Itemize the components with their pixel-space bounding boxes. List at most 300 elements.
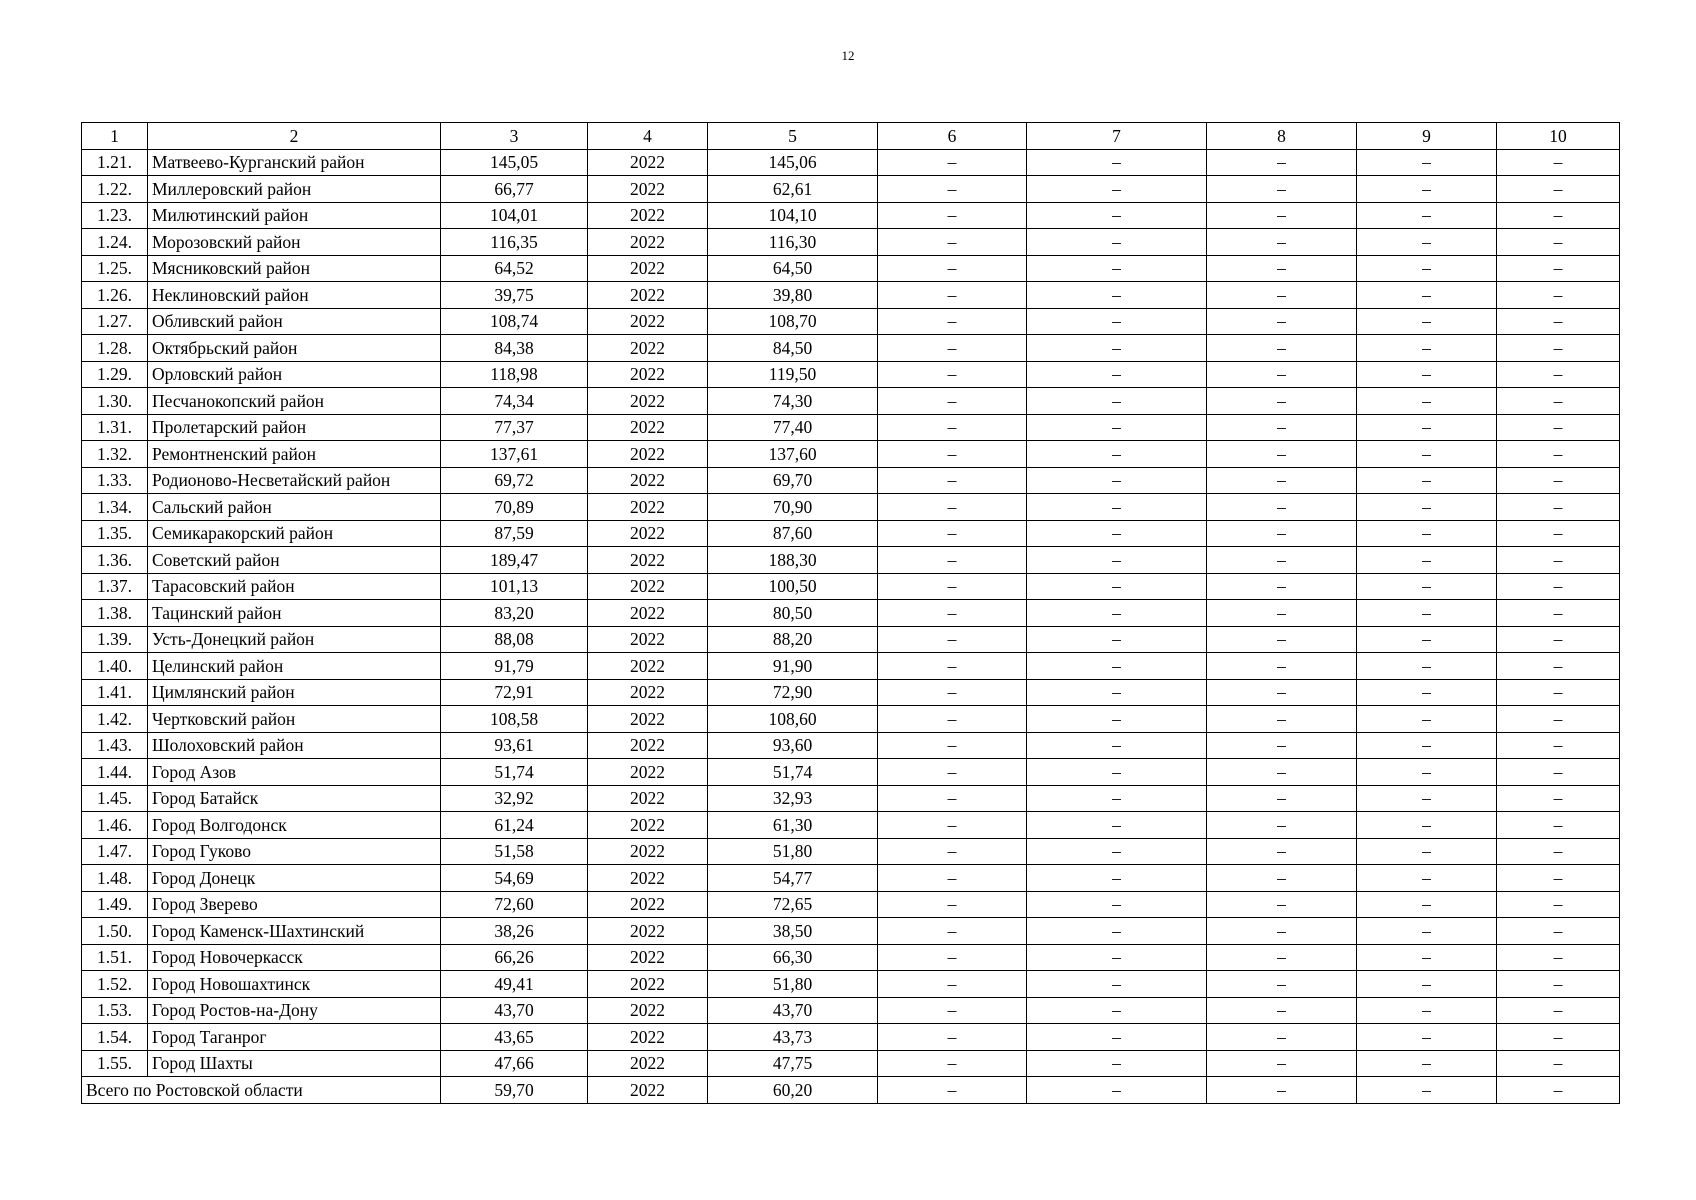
year-cell: 2022: [588, 1050, 708, 1077]
dash-cell: –: [878, 706, 1027, 733]
dash-cell: –: [1027, 600, 1207, 627]
dash-cell: –: [1027, 202, 1207, 229]
value-cell: 64,52: [441, 255, 588, 282]
value-cell: 87,59: [441, 520, 588, 547]
dash-cell: –: [1357, 706, 1497, 733]
dash-cell: –: [1207, 732, 1357, 759]
dash-cell: –: [1207, 414, 1357, 441]
territory-name-cell: Пролетарский район: [148, 414, 441, 441]
column-number-row: [82, 123, 1620, 150]
dash-cell: –: [1207, 918, 1357, 945]
year-cell: 2022: [588, 149, 708, 176]
dash-cell: –: [878, 202, 1027, 229]
dash-cell: –: [1207, 891, 1357, 918]
dash-cell: –: [878, 467, 1027, 494]
table-row: [82, 679, 1620, 706]
dash-cell: –: [1357, 997, 1497, 1024]
territory-name-cell: Усть-Донецкий район: [148, 626, 441, 653]
dash-cell: –: [1357, 335, 1497, 362]
dash-cell: –: [1027, 149, 1207, 176]
value-cell: 66,30: [708, 944, 878, 971]
value-cell: 104,01: [441, 202, 588, 229]
dash-cell: –: [1207, 865, 1357, 892]
dash-cell: –: [1497, 547, 1620, 574]
dash-cell: –: [878, 732, 1027, 759]
territory-name-cell: Сальский район: [148, 494, 441, 521]
dash-cell: –: [1027, 944, 1207, 971]
dash-cell: –: [878, 600, 1027, 627]
dash-cell: –: [878, 229, 1027, 256]
dash-cell: –: [1207, 944, 1357, 971]
value-cell: 93,61: [441, 732, 588, 759]
total-value-cell: –: [1207, 1077, 1357, 1104]
dash-cell: –: [1207, 600, 1357, 627]
year-cell: 2022: [588, 308, 708, 335]
table-row: [82, 335, 1620, 362]
dash-cell: –: [1497, 441, 1620, 468]
dash-cell: –: [1207, 812, 1357, 839]
row-number-cell: 1.32.: [82, 441, 148, 468]
table-row: [82, 759, 1620, 786]
value-cell: 51,74: [441, 759, 588, 786]
dash-cell: –: [878, 176, 1027, 203]
dash-cell: –: [1357, 653, 1497, 680]
dash-cell: –: [1207, 626, 1357, 653]
total-value-cell: 60,20: [708, 1077, 878, 1104]
row-number-cell: 1.28.: [82, 335, 148, 362]
dash-cell: –: [1027, 308, 1207, 335]
dash-cell: –: [1357, 202, 1497, 229]
value-cell: 88,08: [441, 626, 588, 653]
dash-cell: –: [1027, 626, 1207, 653]
territory-name-cell: Шолоховский район: [148, 732, 441, 759]
dash-cell: –: [1027, 1050, 1207, 1077]
dash-cell: –: [1207, 255, 1357, 282]
dash-cell: –: [1497, 308, 1620, 335]
territory-name-cell: Песчанокопский район: [148, 388, 441, 415]
row-number-cell: 1.49.: [82, 891, 148, 918]
territory-name-cell: Город Гуково: [148, 838, 441, 865]
table-row: [82, 149, 1620, 176]
table-row: [82, 467, 1620, 494]
dash-cell: –: [1027, 282, 1207, 309]
table-row: [82, 891, 1620, 918]
dash-cell: –: [1207, 520, 1357, 547]
dash-cell: –: [1497, 520, 1620, 547]
value-cell: 83,20: [441, 600, 588, 627]
table-row: [82, 865, 1620, 892]
territory-name-cell: Мясниковский район: [148, 255, 441, 282]
dash-cell: –: [878, 653, 1027, 680]
row-number-cell: 1.47.: [82, 838, 148, 865]
value-cell: 43,70: [708, 997, 878, 1024]
dash-cell: –: [1027, 785, 1207, 812]
dash-cell: –: [1207, 997, 1357, 1024]
table-row: [82, 229, 1620, 256]
territory-name-cell: Город Каменск-Шахтинский: [148, 918, 441, 945]
dash-cell: –: [1357, 494, 1497, 521]
territory-name-cell: Город Новочеркасск: [148, 944, 441, 971]
dash-cell: –: [878, 838, 1027, 865]
year-cell: 2022: [588, 679, 708, 706]
year-cell: 2022: [588, 388, 708, 415]
dash-cell: –: [1027, 997, 1207, 1024]
value-cell: 145,05: [441, 149, 588, 176]
dash-cell: –: [1357, 547, 1497, 574]
territory-name-cell: Тарасовский район: [148, 573, 441, 600]
row-number-cell: 1.50.: [82, 918, 148, 945]
dash-cell: –: [1027, 414, 1207, 441]
dash-cell: –: [1497, 732, 1620, 759]
row-number-cell: 1.46.: [82, 812, 148, 839]
territory-name-cell: Целинский район: [148, 653, 441, 680]
territory-name-cell: Матвеево-Курганский район: [148, 149, 441, 176]
value-cell: 80,50: [708, 600, 878, 627]
value-cell: 100,50: [708, 573, 878, 600]
row-number-cell: 1.30.: [82, 388, 148, 415]
dash-cell: –: [1027, 732, 1207, 759]
territory-name-cell: Чертковский район: [148, 706, 441, 733]
dash-cell: –: [1027, 706, 1207, 733]
dash-cell: –: [1497, 626, 1620, 653]
dash-cell: –: [878, 971, 1027, 998]
table-row: [82, 626, 1620, 653]
row-number-cell: 1.53.: [82, 997, 148, 1024]
year-cell: 2022: [588, 918, 708, 945]
year-cell: 2022: [588, 547, 708, 574]
table-row: [82, 918, 1620, 945]
value-cell: 108,60: [708, 706, 878, 733]
table-row: [82, 308, 1620, 335]
dash-cell: –: [1357, 971, 1497, 998]
table-body: [82, 123, 1620, 1104]
dash-cell: –: [1357, 176, 1497, 203]
table-row: [82, 706, 1620, 733]
year-cell: 2022: [588, 865, 708, 892]
dash-cell: –: [1207, 361, 1357, 388]
value-cell: 104,10: [708, 202, 878, 229]
value-cell: 51,80: [708, 838, 878, 865]
dash-cell: –: [878, 308, 1027, 335]
dash-cell: –: [1207, 308, 1357, 335]
row-number-cell: 1.43.: [82, 732, 148, 759]
year-cell: 2022: [588, 494, 708, 521]
column-number-cell: 9: [1357, 123, 1497, 150]
dash-cell: –: [1497, 414, 1620, 441]
dash-cell: –: [1497, 202, 1620, 229]
year-cell: 2022: [588, 255, 708, 282]
dash-cell: –: [1207, 176, 1357, 203]
year-cell: 2022: [588, 414, 708, 441]
column-number-cell: 6: [878, 123, 1027, 150]
dash-cell: –: [878, 759, 1027, 786]
table-row: [82, 441, 1620, 468]
dash-cell: –: [878, 865, 1027, 892]
value-cell: 72,91: [441, 679, 588, 706]
table-row: [82, 547, 1620, 574]
year-cell: 2022: [588, 653, 708, 680]
column-number-cell: 1: [82, 123, 148, 150]
value-cell: 66,77: [441, 176, 588, 203]
dash-cell: –: [1027, 891, 1207, 918]
row-number-cell: 1.37.: [82, 573, 148, 600]
territory-name-cell: Тацинский район: [148, 600, 441, 627]
dash-cell: –: [1207, 1024, 1357, 1051]
dash-cell: –: [1497, 838, 1620, 865]
dash-cell: –: [1027, 838, 1207, 865]
year-cell: 2022: [588, 600, 708, 627]
dash-cell: –: [1357, 520, 1497, 547]
dash-cell: –: [1357, 1050, 1497, 1077]
value-cell: 32,92: [441, 785, 588, 812]
table-row: [82, 653, 1620, 680]
table-row: [82, 1024, 1620, 1051]
territory-name-cell: Город Таганрог: [148, 1024, 441, 1051]
dash-cell: –: [878, 335, 1027, 362]
dash-cell: –: [1207, 706, 1357, 733]
row-number-cell: 1.25.: [82, 255, 148, 282]
dash-cell: –: [1497, 971, 1620, 998]
column-number-cell: 8: [1207, 123, 1357, 150]
dash-cell: –: [1357, 838, 1497, 865]
territory-name-cell: Морозовский район: [148, 229, 441, 256]
dash-cell: –: [1357, 255, 1497, 282]
territory-name-cell: Октябрьский район: [148, 335, 441, 362]
dash-cell: –: [878, 494, 1027, 521]
dash-cell: –: [1497, 918, 1620, 945]
year-cell: 2022: [588, 971, 708, 998]
year-cell: 2022: [588, 229, 708, 256]
value-cell: 137,60: [708, 441, 878, 468]
year-cell: 2022: [588, 812, 708, 839]
dash-cell: –: [878, 441, 1027, 468]
dash-cell: –: [1497, 679, 1620, 706]
year-cell: 2022: [588, 626, 708, 653]
value-cell: 51,74: [708, 759, 878, 786]
row-number-cell: 1.40.: [82, 653, 148, 680]
table-row: [82, 494, 1620, 521]
dash-cell: –: [1207, 282, 1357, 309]
territory-name-cell: Город Волгодонск: [148, 812, 441, 839]
dash-cell: –: [1357, 467, 1497, 494]
dash-cell: –: [1027, 1024, 1207, 1051]
column-number-cell: 4: [588, 123, 708, 150]
dash-cell: –: [1357, 918, 1497, 945]
year-cell: 2022: [588, 573, 708, 600]
dash-cell: –: [878, 1024, 1027, 1051]
dash-cell: –: [1357, 944, 1497, 971]
row-number-cell: 1.35.: [82, 520, 148, 547]
value-cell: 108,70: [708, 308, 878, 335]
value-cell: 43,70: [441, 997, 588, 1024]
page-number: 12: [841, 48, 855, 63]
dash-cell: –: [1497, 944, 1620, 971]
value-cell: 54,69: [441, 865, 588, 892]
value-cell: 84,50: [708, 335, 878, 362]
dash-cell: –: [1027, 335, 1207, 362]
column-number-cell: 5: [708, 123, 878, 150]
dash-cell: –: [1357, 573, 1497, 600]
dash-cell: –: [1497, 176, 1620, 203]
row-number-cell: 1.42.: [82, 706, 148, 733]
dash-cell: –: [1497, 361, 1620, 388]
dash-cell: –: [1027, 255, 1207, 282]
dash-cell: –: [1497, 149, 1620, 176]
dash-cell: –: [1497, 891, 1620, 918]
dash-cell: –: [1497, 494, 1620, 521]
dash-cell: –: [1207, 202, 1357, 229]
column-number-cell: 10: [1497, 123, 1620, 150]
dash-cell: –: [1027, 547, 1207, 574]
table-row: [82, 812, 1620, 839]
dash-cell: –: [1497, 467, 1620, 494]
table-row: [82, 971, 1620, 998]
row-number-cell: 1.38.: [82, 600, 148, 627]
value-cell: 38,26: [441, 918, 588, 945]
dash-cell: –: [1497, 255, 1620, 282]
dash-cell: –: [1497, 997, 1620, 1024]
dash-cell: –: [1207, 494, 1357, 521]
dash-cell: –: [1357, 308, 1497, 335]
value-cell: 66,26: [441, 944, 588, 971]
column-number-cell: 3: [441, 123, 588, 150]
value-cell: 77,37: [441, 414, 588, 441]
row-number-cell: 1.24.: [82, 229, 148, 256]
value-cell: 72,60: [441, 891, 588, 918]
dash-cell: –: [1027, 918, 1207, 945]
table-row: [82, 785, 1620, 812]
value-cell: 119,50: [708, 361, 878, 388]
dash-cell: –: [1497, 573, 1620, 600]
table-row: [82, 255, 1620, 282]
dash-cell: –: [1027, 467, 1207, 494]
table-row: [82, 520, 1620, 547]
dash-cell: –: [1027, 679, 1207, 706]
dash-cell: –: [878, 520, 1027, 547]
table-row: [82, 176, 1620, 203]
dash-cell: –: [1497, 388, 1620, 415]
territory-name-cell: Цимлянский район: [148, 679, 441, 706]
dash-cell: –: [1357, 441, 1497, 468]
dash-cell: –: [1357, 785, 1497, 812]
territory-name-cell: Ремонтненский район: [148, 441, 441, 468]
dash-cell: –: [1497, 785, 1620, 812]
dash-cell: –: [878, 997, 1027, 1024]
row-number-cell: 1.27.: [82, 308, 148, 335]
year-cell: 2022: [588, 785, 708, 812]
dash-cell: –: [1207, 971, 1357, 998]
value-cell: 189,47: [441, 547, 588, 574]
dash-cell: –: [1207, 149, 1357, 176]
value-cell: 108,58: [441, 706, 588, 733]
dash-cell: –: [1027, 176, 1207, 203]
territory-name-cell: Родионово-Несветайский район: [148, 467, 441, 494]
dash-cell: –: [1357, 282, 1497, 309]
dash-cell: –: [1497, 653, 1620, 680]
row-number-cell: 1.22.: [82, 176, 148, 203]
value-cell: 32,93: [708, 785, 878, 812]
value-cell: 70,89: [441, 494, 588, 521]
value-cell: 47,66: [441, 1050, 588, 1077]
dash-cell: –: [1497, 282, 1620, 309]
territory-name-cell: Город Ростов-на-Дону: [148, 997, 441, 1024]
dash-cell: –: [1497, 1024, 1620, 1051]
value-cell: 70,90: [708, 494, 878, 521]
value-cell: 116,35: [441, 229, 588, 256]
dash-cell: –: [1027, 520, 1207, 547]
row-number-cell: 1.34.: [82, 494, 148, 521]
data-table: [81, 122, 1620, 1104]
dash-cell: –: [878, 414, 1027, 441]
dash-cell: –: [1027, 573, 1207, 600]
dash-cell: –: [1357, 600, 1497, 627]
value-cell: 87,60: [708, 520, 878, 547]
dash-cell: –: [1027, 759, 1207, 786]
value-cell: 43,73: [708, 1024, 878, 1051]
dash-cell: –: [1357, 149, 1497, 176]
dash-cell: –: [1497, 865, 1620, 892]
value-cell: 51,58: [441, 838, 588, 865]
row-number-cell: 1.54.: [82, 1024, 148, 1051]
total-value-cell: 59,70: [441, 1077, 588, 1104]
value-cell: 72,90: [708, 679, 878, 706]
value-cell: 54,77: [708, 865, 878, 892]
dash-cell: –: [1027, 388, 1207, 415]
dash-cell: –: [1207, 785, 1357, 812]
total-value-cell: –: [1027, 1077, 1207, 1104]
dash-cell: –: [878, 1050, 1027, 1077]
year-cell: 2022: [588, 891, 708, 918]
dash-cell: –: [1357, 891, 1497, 918]
value-cell: 49,41: [441, 971, 588, 998]
row-number-cell: 1.55.: [82, 1050, 148, 1077]
row-number-cell: 1.33.: [82, 467, 148, 494]
value-cell: 64,50: [708, 255, 878, 282]
dash-cell: –: [1027, 361, 1207, 388]
dash-cell: –: [1357, 414, 1497, 441]
territory-name-cell: Орловский район: [148, 361, 441, 388]
dash-cell: –: [1357, 732, 1497, 759]
dash-cell: –: [1497, 706, 1620, 733]
year-cell: 2022: [588, 944, 708, 971]
table-row: [82, 282, 1620, 309]
value-cell: 47,75: [708, 1050, 878, 1077]
territory-name-cell: Город Азов: [148, 759, 441, 786]
row-number-cell: 1.48.: [82, 865, 148, 892]
territory-name-cell: Город Донецк: [148, 865, 441, 892]
dash-cell: –: [1027, 441, 1207, 468]
dash-cell: –: [1497, 1050, 1620, 1077]
dash-cell: –: [1357, 229, 1497, 256]
value-cell: 188,30: [708, 547, 878, 574]
column-number-cell: 2: [148, 123, 441, 150]
dash-cell: –: [878, 679, 1027, 706]
dash-cell: –: [878, 785, 1027, 812]
dash-cell: –: [878, 918, 1027, 945]
dash-cell: –: [878, 388, 1027, 415]
dash-cell: –: [1027, 812, 1207, 839]
value-cell: 51,80: [708, 971, 878, 998]
row-number-cell: 1.51.: [82, 944, 148, 971]
row-number-cell: 1.41.: [82, 679, 148, 706]
year-cell: 2022: [588, 176, 708, 203]
territory-name-cell: Семикаракорский район: [148, 520, 441, 547]
year-cell: 2022: [588, 732, 708, 759]
dash-cell: –: [1207, 441, 1357, 468]
value-cell: 39,80: [708, 282, 878, 309]
dash-cell: –: [1357, 388, 1497, 415]
dash-cell: –: [1027, 494, 1207, 521]
